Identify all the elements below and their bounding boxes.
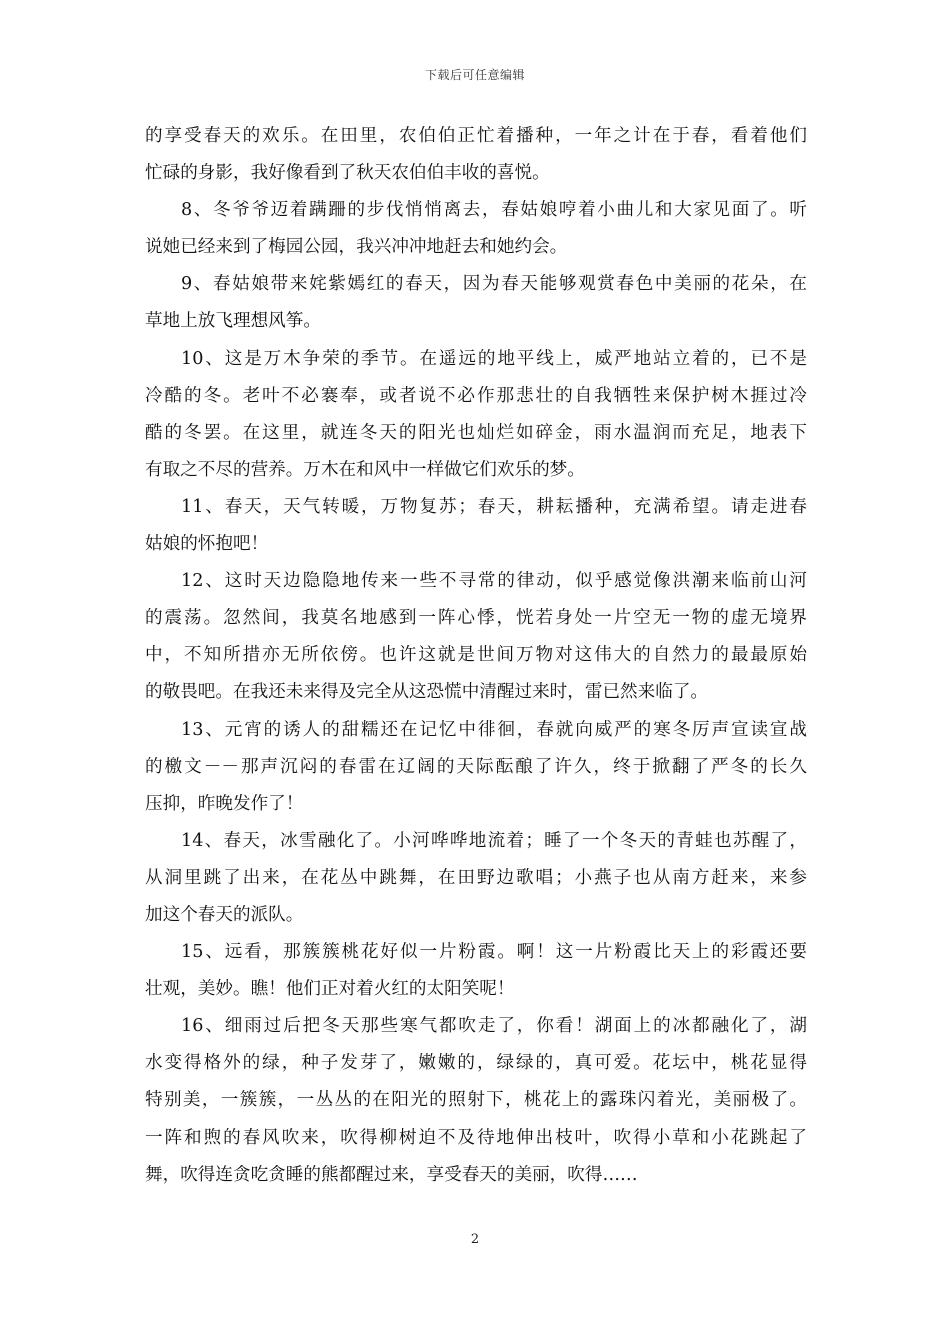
text-line: 草地上放飞理想风筝。 bbox=[145, 311, 321, 332]
text-line: 10、这是万木争荣的季节。在遥远的地平线上，威严地站立着的，已不是 bbox=[181, 348, 807, 369]
text-line: 加这个春天的派队。 bbox=[145, 904, 304, 925]
text-line: 的享受春天的欢乐。在田里，农伯伯正忙着播种，一年之计在于春，看着他们 bbox=[145, 126, 807, 146]
text-line: 8、冬爷爷迈着蹒跚的步伐悄悄离去，春姑娘哼着小曲儿和大家见面了。听 bbox=[181, 200, 807, 221]
page-number: 2 bbox=[470, 1232, 480, 1247]
text-line: 12、这时天边隐隐地传来一些不寻常的律动，似乎感觉像洪潮来临前山河 bbox=[181, 571, 807, 592]
document-body bbox=[145, 118, 807, 1194]
text-line: 14、春天，冰雪融化了。小河哗哗地流着；睡了一个冬天的青蛙也苏醒了， bbox=[181, 830, 807, 851]
text-line: 一阵和煦的春风吹来，吹得柳树迫不及待地伸出枝叶，吹得小草和小花跳起了 bbox=[145, 1127, 807, 1148]
text-line: 有取之不尽的营养。万木在和风中一样做它们欢乐的梦。 bbox=[145, 459, 585, 480]
text-line: 中，不知所措亦无所依傍。也许这就是世间万物对这伟大的自然力的最最原始 bbox=[145, 645, 807, 666]
text-line: 压抑，昨晚发作了！ bbox=[145, 793, 304, 814]
text-line: 16、细雨过后把冬天那些寒气都吹走了，你看！湖面上的冰都融化了，湖 bbox=[181, 1016, 807, 1037]
text-line: 壮观，美妙。瞧！他们正对着火红的太阳笑呢！ bbox=[145, 979, 515, 1000]
text-line: 舞，吹得连贪吃贪睡的熊都醒过来，享受春天的美丽，吹得…… bbox=[145, 1164, 638, 1185]
text-line: 的敬畏吧。在我还未来得及完全从这恐慌中清醒过来时，雷已然来临了。 bbox=[145, 682, 709, 703]
text-line: 9、春姑娘带来姹紫嫣红的春天，因为春天能够观赏春色中美丽的花朵，在 bbox=[181, 274, 807, 295]
text-line: 11、春天，天气转暖，万物复苏；春天，耕耘播种，充满希望。请走进春 bbox=[181, 496, 807, 517]
text-line: 酷的冬罢。在这里，就连冬天的阳光也灿烂如碎金，雨水温润而充足，地表下 bbox=[145, 422, 807, 443]
text-line: 的檄文－－那声沉闷的春雷在辽阔的天际酝酿了许久，终于掀翻了严冬的长久 bbox=[145, 756, 807, 777]
page-header: 下载后可任意编辑 bbox=[424, 68, 525, 82]
text-line: 特别美，一簇簇，一丛丛的在阳光的照射下，桃花上的露珠闪着光，美丽极了。 bbox=[145, 1090, 807, 1111]
text-line: 姑娘的怀抱吧！ bbox=[145, 534, 269, 555]
text-line: 13、元宵的诱人的甜糯还在记忆中徘徊，春就向威严的寒冬厉声宣读宣战 bbox=[181, 719, 807, 740]
text-line: 15、远看，那簇簇桃花好似一片粉霞。啊！这一片粉霞比天上的彩霞还要 bbox=[181, 942, 807, 963]
text-line: 说她已经来到了梅园公园，我兴冲冲地赶去和她约会。 bbox=[145, 237, 568, 258]
text-line: 冷酷的冬。老叶不必褰奉，或者说不必作那悲壮的自我牺牲来保护树木捱过冷 bbox=[145, 385, 807, 406]
text-line: 的震荡。忽然间，我莫名地感到一阵心悸，恍若身处一片空无一物的虚无境界 bbox=[145, 608, 807, 629]
text-line: 从洞里跳了出来，在花丛中跳舞，在田野边歌唱；小燕子也从南方赶来，来参 bbox=[145, 867, 807, 888]
text-line: 忙碌的身影，我好像看到了秋天农伯伯丰收的喜悦。 bbox=[145, 163, 550, 184]
text-line: 水变得格外的绿，种子发芽了，嫩嫩的，绿绿的，真可爱。花坛中，桃花显得 bbox=[145, 1053, 807, 1074]
